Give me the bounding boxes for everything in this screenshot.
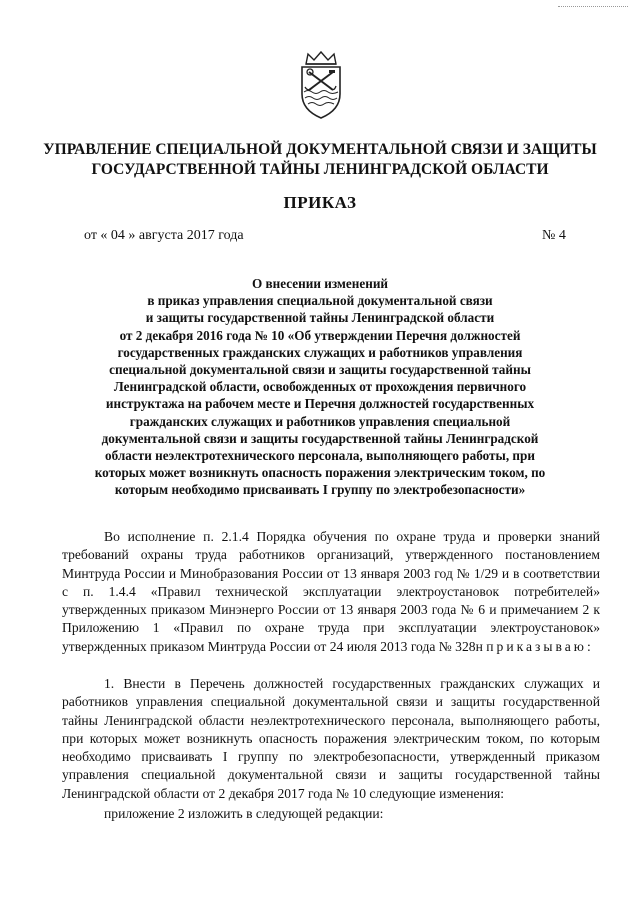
subject-line: которым необходимо присваивать I группу по электробезопасности» [114,482,526,498]
subject-line: О внесении изменений [251,276,389,291]
item-1-paragraph: 1. Внести в Перечень должностей государственных гражданских служащих и работников управления специальной документальной связи и защиты государственной тайны Ленинградской области неэлектротехнического персонала, выполняющего работы, при которых может возникнуть опасность поражения электрическим током, по которым необходимо присваивать I группу по электробезопасности, утвержденный приказом управления специальной документальной связи и защиты государственной тайны Ленинградской области от 2 декабря 2017 года № 10 следующие изменения: [62,676,600,801]
subject-line: специальной документальной связи и защиты государственной тайны [109,362,531,378]
order-directive: приказываю: [486,638,594,654]
subject-line: от 2 декабря 2016 года № 10 «Об утверждении Перечня должностей [119,327,521,343]
subject-line: инструктажа на рабочем месте и Перечня должностей государственных [105,396,535,412]
subject-line: области неэлектротехнического персонала, выполняющего работы, при [105,448,535,464]
subject-line: Ленинградской области, освобожденных от прохождения первичного [113,379,527,395]
subject-line: документальной связи и защиты государственной тайны Ленинградской [101,430,539,446]
order-number: № 4 [542,228,566,243]
agency-name-line1: УПРАВЛЕНИЕ СПЕЦИАЛЬНОЙ ДОКУМЕНТАЛЬНОЙ СВЯЗИ И ЗАЩИТЫ [43,141,597,158]
order-date: от « 04 » августа 2017 года [84,228,244,243]
subject-line: гражданских служащих и работников управления специальной [129,413,511,429]
document-type-title: ПРИКАЗ [283,193,357,212]
subject-line: государственных гражданских служащих и работников управления [117,344,523,360]
appendix-instruction: приложение 2 изложить в следующей редакции: [104,806,384,821]
subject-line: в приказ управления специальной документальной связи [147,293,493,309]
subject-line: которых может возникнуть опасность поражения электрическим током, по [94,465,546,481]
agency-name-line2: ГОСУДАРСТВЕННОЙ ТАЙНЫ ЛЕНИНГРАДСКОЙ ОБЛАСТИ [91,161,549,178]
scan-artifact [558,6,628,8]
subject-line: и защиты государственной тайны Ленинградской области [145,310,495,326]
agency-name [40,140,600,180]
order-subject [60,275,580,499]
coat-of-arms-icon [296,50,346,120]
preamble-paragraph [62,528,600,656]
preamble-text: Во исполнение п. 2.1.4 Порядка обучения по охране труда и проверки знаний требований охраны труда работников организаций, утвержденного постановлением Минтруда России и Минобразования России от 13 января 2003 год № 1/29 и в соответствии с п. 1.4.4 «Правил технической эксплуатации электроустановок потребителей» утвержденных приказом Минэнерго России от 13 января 2003 года № 6 и примечанием 2 к Приложению 1 «Правил по охране труда при эксплуатации электроустановок» утвержденных приказом Минтруда России от 24 июля 2013 года № 328н [62,529,600,654]
